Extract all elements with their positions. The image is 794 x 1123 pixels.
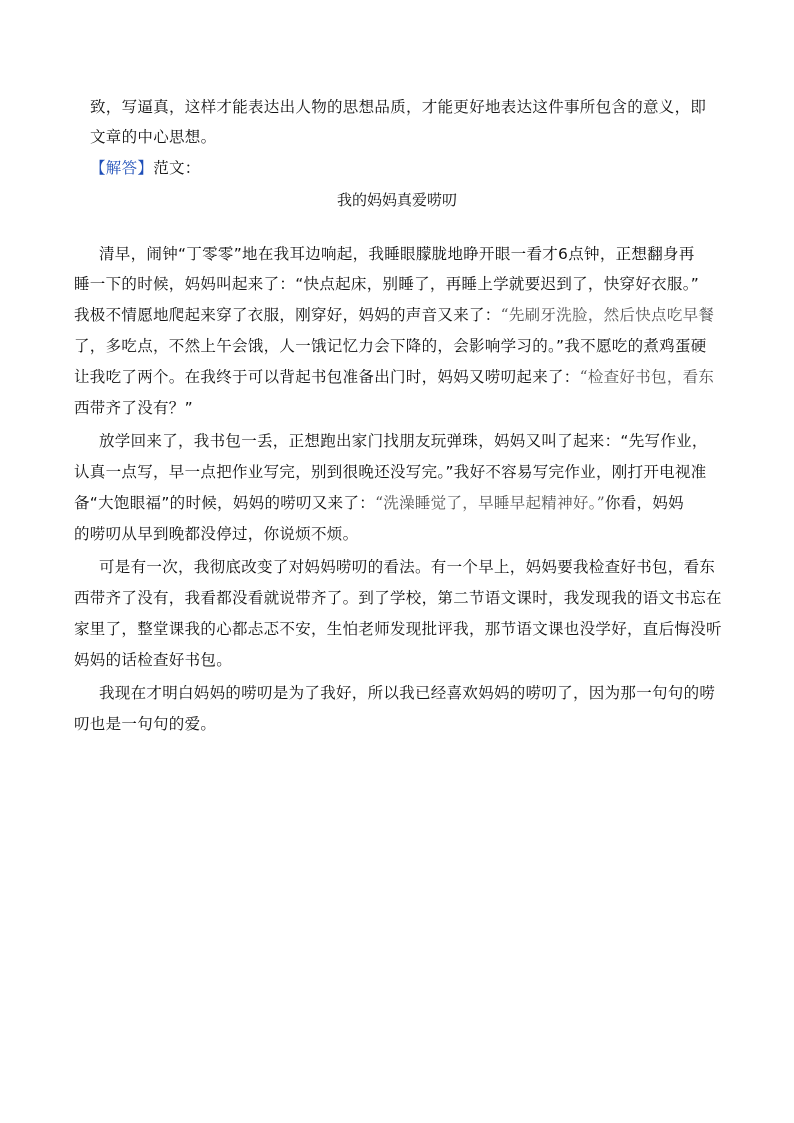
p2-line-3 [74,493,684,513]
p1-line-3-quote: “先刷牙洗脸，然后快点吃早餐 [500,306,715,324]
essay-title: 我的妈妈真爱唠叨 [336,191,457,209]
p4-line-1: 我现在才明白妈妈的唠叨是为了我好，所以我已经喜欢妈妈的唠叨了，因为那一句句的唠 [99,684,716,702]
p2-line-3-quote: “洗澡睡觉了，早睡早起精神好。” [375,494,605,512]
p1-line-4: 了，多吃点，不然上午会饿，人一饿记忆力会下降的，会影响学习的。”我不愿吃的煮鸡蛋硬 [74,337,707,355]
answer-line [90,158,201,178]
p4-line-2: 叨也是一句句的爱。 [74,715,217,733]
p2-line-3-tail: 你看，妈妈 [604,494,684,512]
p1-line-2: 睡一下的时候，妈妈叫起来了：“快点起床，别睡了，再睡上学就要迟到了，快穿好衣服。” [74,275,700,293]
intro-line-2: 文章的中心思想。 [90,128,217,146]
p1-line-5 [74,367,714,387]
p1-line-3-text: 我极不情愿地爬起来穿了衣服，刚穿好，妈妈的声音又来了： [74,306,501,324]
intro-line-1: 致，写逼真，这样才能表达出人物的思想品质，才能更好地表达这件事所包含的意义，即 [90,98,707,116]
p2-line-3-text: 备“大饱眼福”的时候，妈妈的唠叨又来了： [74,494,376,512]
p1-line-5-text: 让我吃了两个。在我终于可以背起书包准备出门时，妈妈又唠叨起来了： [74,368,580,386]
p2-line-1: 放学回来了，我书包一丢，正想跑出家门找朋友玩弹珠，妈妈又叫了起来：“先写作业， [99,432,708,450]
p3-line-3: 家里了，整堂课我的心都忐忑不安，生怕老师发现批评我，那节语文课也没学好，直后悔没听 [74,620,722,638]
answer-prefix: 范文： [153,159,201,177]
p3-line-1: 可是有一次，我彻底改变了对妈妈唠叨的看法。有一个早上，妈妈要我检查好书包，看东 [99,558,716,576]
p1-line-1: 清早，闹钟“丁零零”地在我耳边响起，我睡眼朦胧地睁开眼一看才6点钟，正想翻身再 [99,245,695,263]
p1-line-5-quote: “检查好书包，看东 [579,368,715,386]
answer-label: 【解答】 [90,159,154,177]
p2-line-4: 的唠叨从早到晚都没停过，你说烦不烦。 [74,525,359,543]
p1-line-6: 西带齐了没有？” [74,399,193,417]
p3-line-4: 妈妈的话检查好书包。 [74,651,233,669]
p2-line-2: 认真一点写，早一点把作业写完，别到很晚还没写完。”我好不容易写完作业，刚打开电视准 [74,463,707,481]
p3-line-2: 西带齐了没有，我看都没看就说带齐了。到了学校，第二节语文课时，我发现我的语文书忘在 [74,589,722,607]
p1-line-3 [74,305,714,325]
